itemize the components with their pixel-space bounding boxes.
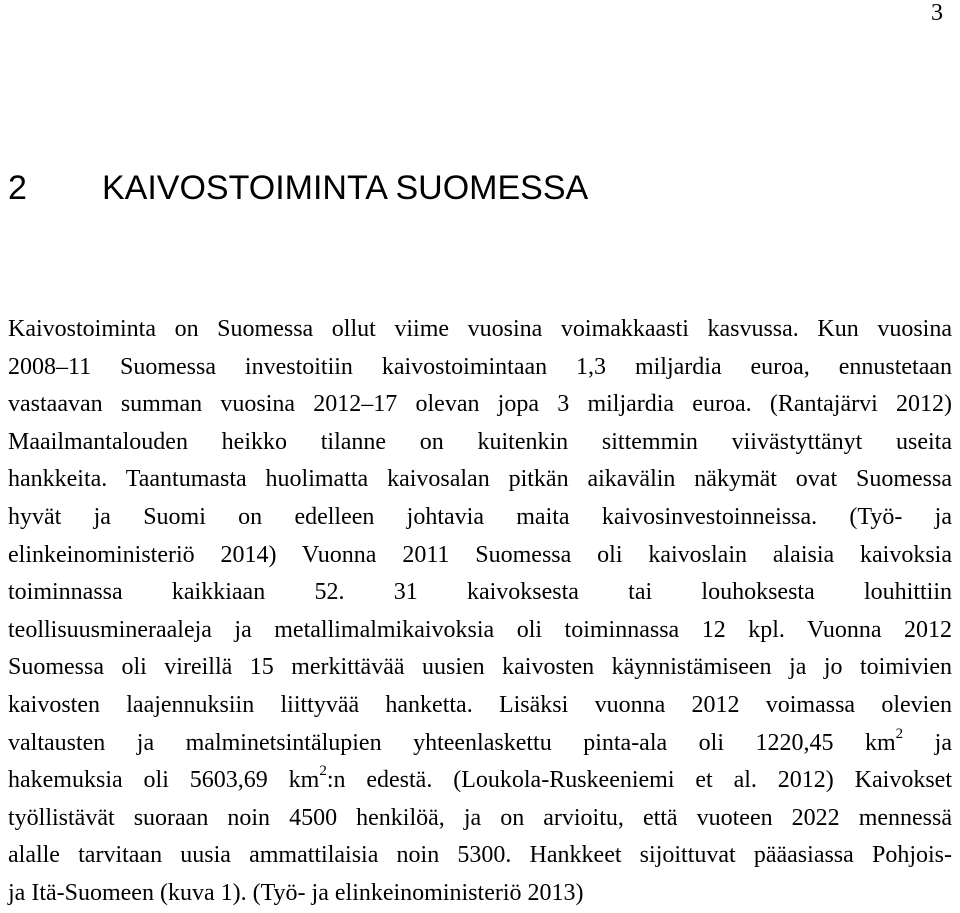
chapter-number: 2 <box>8 169 27 207</box>
text-line <box>8 762 952 800</box>
text-line: hyvät ja Suomi on edelleen johtavia maita kaivosinvestoinneissa. (Työ- ja <box>8 503 952 530</box>
superscript: 2 <box>319 763 327 780</box>
text-segment: :n edestä. (Loukola-Ruskeeniemi et al. 2012) Kaivokset <box>326 767 952 794</box>
body-paragraph <box>8 311 952 913</box>
text-segment: hakemuksia oli 5603,69 km <box>8 767 320 794</box>
text-line <box>8 725 952 763</box>
text-segment: valtausten ja malminetsintälupien yhteenlaskettu pinta-ala oli 1220,45 km <box>8 729 896 756</box>
text-line: hankkeita. Taantumasta huolimatta kaivosalan pitkän aikavälin näkymät ovat Suomessa <box>8 466 952 493</box>
text-line: Suomessa oli vireillä 15 merkittävää uusien kaivosten käynnistämiseen ja jo toimivien <box>8 654 952 681</box>
superscript: 2 <box>895 725 904 742</box>
text-segment: ja <box>903 729 952 756</box>
page-number: 3 <box>931 0 943 26</box>
text-line: elinkeinoministeriö 2014) Vuonna 2011 Suomessa oli kaivoslain alaisia kaivoksia <box>8 541 952 568</box>
text-line: ja Itä-Suomeen (kuva 1). (Työ- ja elinkeinoministeriö 2013) <box>8 879 584 906</box>
text-line: toiminnassa kaikkiaan 52. 31 kaivoksesta tai louhoksesta louhittiin <box>8 579 952 606</box>
text-line: työllistävät suoraan noin 4500 henkilöä, ja on arvioitu, että vuoteen 2022 mennessä <box>8 804 952 831</box>
text-line: Maailmantalouden heikko tilanne on kuitenkin sittemmin viivästyttänyt useita <box>8 428 952 455</box>
text-line: teollisuusmineraaleja ja metallimalmikaivoksia oli toiminnassa 12 kpl. Vuonna 2012 <box>8 616 952 643</box>
text-line: vastaavan summan vuosina 2012–17 olevan jopa 3 miljardia euroa. (Rantajärvi 2012) <box>8 391 952 418</box>
text-line: alalle tarvitaan uusia ammattilaisia noin 5300. Hankkeet sijoittuvat pääasiassa Pohjois- <box>8 842 952 869</box>
chapter-title: KAIVOSTOIMINTA SUOMESSA <box>102 169 589 207</box>
chapter-heading <box>8 168 588 208</box>
text-line: 2008–11 Suomessa investoitiin kaivostoimintaan 1,3 miljardia euroa, ennustetaan <box>8 353 952 380</box>
text-line: kaivosten laajennuksiin liittyvää hanketta. Lisäksi vuonna 2012 voimassa olevien <box>8 691 952 718</box>
text-line: Kaivostoiminta on Suomessa ollut viime vuosina voimakkaasti kasvussa. Kun vuosina <box>8 316 952 342</box>
